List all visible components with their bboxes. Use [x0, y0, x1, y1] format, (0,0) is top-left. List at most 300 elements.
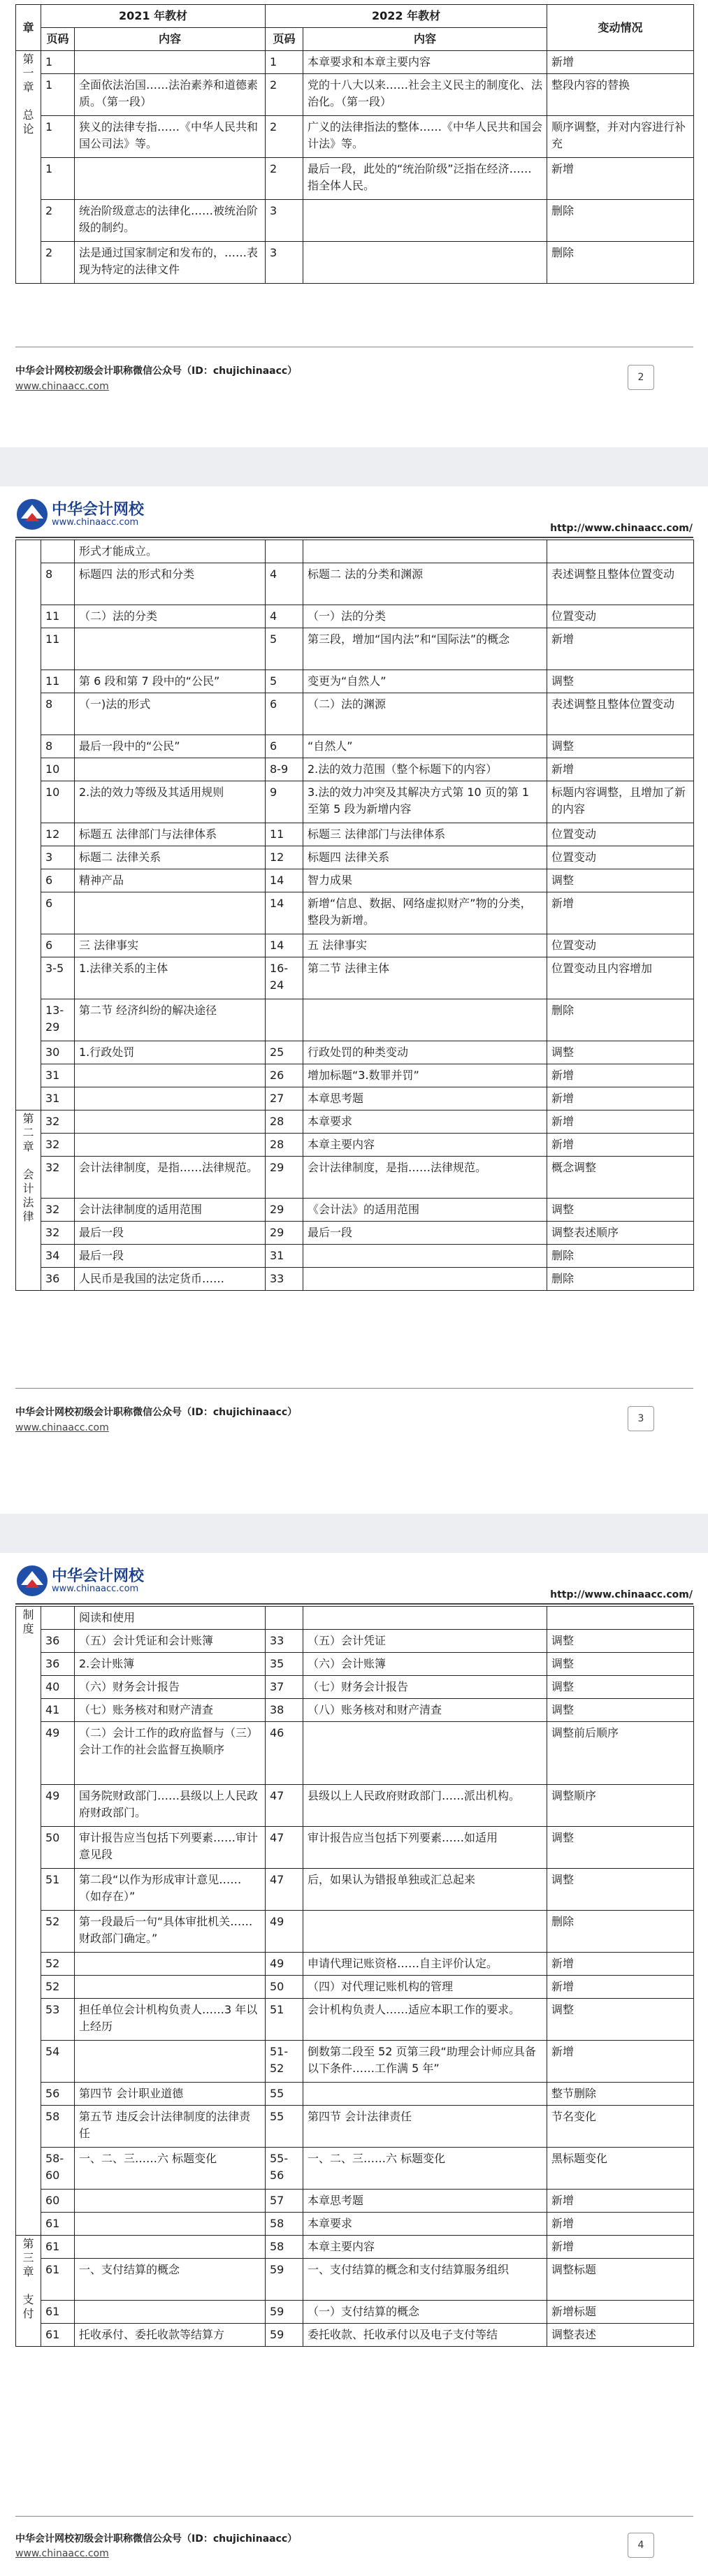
content-2021-cell: 最后一段中的“公民”	[75, 735, 266, 758]
page-2021-cell: 61	[41, 2324, 75, 2347]
content-2022-cell	[303, 1607, 547, 1630]
page-2021-cell: 32	[41, 1134, 75, 1157]
page-2022-cell: 58	[266, 2236, 303, 2259]
chapter-char: 一	[22, 66, 34, 80]
change-cell: 调整	[547, 735, 694, 758]
content-2022-cell: 委托收款、托收承付以及电子支付等结	[303, 2324, 547, 2347]
page-number: 4	[628, 2533, 654, 2558]
content-2022-cell: （六）会计账簿	[303, 1653, 547, 1676]
page-2021-cell: 1	[41, 116, 75, 158]
content-2022-cell	[303, 540, 547, 563]
change-cell: 调整	[547, 1676, 694, 1699]
table-row	[16, 670, 694, 693]
page-2022-cell: 29	[266, 1222, 303, 1245]
content-2021-cell: 形式才能成立。	[75, 540, 266, 563]
table-row	[16, 242, 694, 284]
page-2022-cell: 47	[266, 1869, 303, 1911]
header-page-2022: 页码	[266, 28, 303, 51]
page-2021-cell	[41, 540, 75, 563]
change-cell: 新增	[547, 1953, 694, 1976]
page-2021-cell: 51	[41, 1869, 75, 1911]
content-2022-cell: （七）财务会计报告	[303, 1676, 547, 1699]
chapter-cell	[16, 2236, 41, 2347]
page-2021-cell: 61	[41, 2259, 75, 2301]
change-cell: 调整表述	[547, 2324, 694, 2347]
page-2022-cell: 33	[266, 1630, 303, 1653]
table-row	[16, 1722, 694, 1785]
chapter-char: 法	[22, 1196, 34, 1209]
change-cell: 调整前后顺序	[547, 1722, 694, 1785]
page-2022-cell: 55	[266, 2106, 303, 2148]
page-2021-cell: 2	[41, 200, 75, 242]
site-url[interactable]: http://www.chinaacc.com/	[550, 1589, 693, 1600]
page-2022-cell: 14	[266, 892, 303, 934]
page-2022-cell: 59	[266, 2259, 303, 2301]
content-2021-cell: 最后一段	[75, 1222, 266, 1245]
content-2021-cell	[75, 51, 266, 74]
page-2022-cell: 28	[266, 1134, 303, 1157]
page-2022-cell: 57	[266, 2190, 303, 2213]
table-row	[16, 693, 694, 735]
footer-title: 中华会计网校初级会计职称微信公众号（ID：chujichinaacc）	[15, 366, 298, 377]
page-2021-cell: 61	[41, 2301, 75, 2324]
page-2021-cell: 8	[41, 563, 75, 605]
page-2022-cell: 49	[266, 1911, 303, 1953]
header-page-2021: 页码	[41, 28, 75, 51]
change-cell: 节名变化	[547, 2106, 694, 2148]
change-cell: 新增标题	[547, 2301, 694, 2324]
content-2022-cell: 一、支付结算的概念和支付结算服务组织	[303, 2259, 547, 2301]
content-2022-cell: “自然人”	[303, 735, 547, 758]
change-cell: 删除	[547, 999, 694, 1041]
page-2022-cell	[266, 1607, 303, 1630]
change-cell: 标题内容调整，且增加了新的内容	[547, 781, 694, 823]
content-2022-cell: 标题四 法律关系	[303, 846, 547, 869]
change-cell: 调整标题	[547, 2259, 694, 2301]
page-2021-cell: 56	[41, 2083, 75, 2106]
content-2022-cell: 智力成果	[303, 869, 547, 892]
content-2021-cell: 第四节 会计职业道德	[75, 2083, 266, 2106]
change-cell: 调整	[547, 869, 694, 892]
page-2	[0, 0, 708, 447]
table-row	[16, 1653, 694, 1676]
table-row	[16, 540, 694, 563]
page-2022-cell: 35	[266, 1653, 303, 1676]
content-2021-cell: 最后一段	[75, 1245, 266, 1268]
content-2022-cell: 五 法律事实	[303, 934, 547, 957]
content-2022-cell: （八）账务核对和财产清查	[303, 1699, 547, 1722]
content-2021-cell: 第一段最后一句“具体审批机关……财政部门确定。”	[75, 1911, 266, 1953]
content-2022-cell: 第二节 法律主体	[303, 957, 547, 999]
page-2021-cell: 53	[41, 1999, 75, 2041]
page-2022-cell: 12	[266, 846, 303, 869]
page-2022-cell: 26	[266, 1064, 303, 1087]
chinaacc-logo-icon	[15, 498, 49, 531]
table-row	[16, 1785, 694, 1827]
page-2021-cell: 8	[41, 693, 75, 735]
page-2022-cell: 29	[266, 1199, 303, 1222]
content-2022-cell: （四）对代理记账机构的管理	[303, 1976, 547, 1999]
logo-text-cn: 中华会计网校	[52, 501, 145, 519]
table-row	[16, 2041, 694, 2083]
content-2022-cell: 一、二、三……六 标题变化	[303, 2148, 547, 2190]
change-cell: 新增	[547, 2190, 694, 2213]
page-2022-cell: 2	[266, 116, 303, 158]
table-row	[16, 1064, 694, 1087]
table-row	[16, 735, 694, 758]
header-divider	[15, 537, 693, 538]
page-2022-cell: 2	[266, 158, 303, 200]
table-row	[16, 999, 694, 1041]
change-cell: 新增	[547, 2236, 694, 2259]
logo-text-en: www.chinaacc.com	[52, 517, 139, 528]
content-2021-cell: 一、二、三……六 标题变化	[75, 2148, 266, 2190]
footer-divider	[15, 2516, 693, 2517]
change-cell: 位置变动且内容增加	[547, 957, 694, 999]
chapter-cell	[16, 1607, 41, 2236]
table-row	[16, 1976, 694, 1999]
content-2021-cell: （二）法的分类	[75, 605, 266, 628]
table-row	[16, 1607, 694, 1630]
change-cell: 调整顺序	[547, 1785, 694, 1827]
change-cell: 整节删除	[547, 2083, 694, 2106]
page-gap	[0, 447, 708, 486]
table-row	[16, 605, 694, 628]
page-2022-cell: 58	[266, 2213, 303, 2236]
table-row	[16, 2083, 694, 2106]
content-2022-cell: （五）会计凭证	[303, 1630, 547, 1653]
chapter-char: 第	[22, 2237, 34, 2250]
content-2022-cell: 《会计法》的适用范围	[303, 1199, 547, 1222]
table-row	[16, 1087, 694, 1110]
content-2021-cell: 1.法律关系的主体	[75, 957, 266, 999]
change-cell: 新增	[547, 628, 694, 670]
table-row	[16, 628, 694, 670]
page-2021-cell: 11	[41, 628, 75, 670]
page-2022-cell: 5	[266, 628, 303, 670]
page-number: 2	[628, 365, 654, 390]
content-2021-cell	[75, 1976, 266, 1999]
table-body	[16, 51, 694, 284]
chapter-char	[17, 1154, 39, 1168]
page-2022-cell	[266, 540, 303, 563]
content-2022-cell: 本章主要内容	[303, 2236, 547, 2259]
table-row	[16, 1953, 694, 1976]
content-2021-cell: 审计报告应当包括下列要素……审计意见段	[75, 1827, 266, 1869]
content-2021-cell	[75, 2190, 266, 2213]
change-cell: 新增	[547, 1087, 694, 1110]
content-2022-cell: 3.法的效力冲突及其解决方式第 10 页的第 1 至第 5 段为新增内容	[303, 781, 547, 823]
content-2022-cell: 后，如果认为错报单独或汇总起来	[303, 1869, 547, 1911]
change-cell: 新增	[547, 51, 694, 74]
content-2022-cell	[303, 999, 547, 1041]
content-2022-cell: 本章主要内容	[303, 1134, 547, 1157]
page-2022-cell: 28	[266, 1110, 303, 1134]
page-2022-cell: 16-24	[266, 957, 303, 999]
footer-divider	[15, 1388, 693, 1389]
page-2022-cell: 2	[266, 74, 303, 116]
content-2022-cell: 第四节 会计法律责任	[303, 2106, 547, 2148]
table-body	[16, 540, 694, 1291]
change-cell: 调整	[547, 1041, 694, 1064]
content-2022-cell	[303, 2083, 547, 2106]
page-2021-cell: 1	[41, 74, 75, 116]
content-2021-cell: 托收承付、委托收款等结算方	[75, 2324, 266, 2347]
change-cell: 新增	[547, 1064, 694, 1087]
page-2022-cell: 6	[266, 693, 303, 735]
content-2021-cell: 担任单位会计机构负责人……3 年以上经历	[75, 1999, 266, 2041]
page-2022-cell: 14	[266, 869, 303, 892]
table-row	[16, 869, 694, 892]
page-2021-cell: 13-29	[41, 999, 75, 1041]
page-2022-cell	[266, 999, 303, 1041]
comparison-table-page-4	[15, 1606, 694, 2347]
page-2021-cell: 6	[41, 869, 75, 892]
footer-url[interactable]: www.chinaacc.com	[15, 1422, 109, 1433]
page-2022-cell: 4	[266, 563, 303, 605]
content-2021-cell	[75, 2041, 266, 2083]
table-row	[16, 1245, 694, 1268]
change-cell: 调整	[547, 1827, 694, 1869]
change-cell: 黑标题变化	[547, 2148, 694, 2190]
change-cell: 表述调整且整体位置变动	[547, 693, 694, 735]
content-2022-cell: 广义的法律指法的整体……《中华人民共和国会计法》等。	[303, 116, 547, 158]
page-2022-cell: 55	[266, 2083, 303, 2106]
content-2021-cell	[75, 1953, 266, 1976]
page-2021-cell: 36	[41, 1268, 75, 1291]
content-2021-cell: 狭义的法律专指……《中华人民共和国公司法》等。	[75, 116, 266, 158]
chapter-char: 章	[22, 2265, 34, 2278]
chapter-cell	[16, 1110, 41, 1291]
page-2021-cell: 34	[41, 1245, 75, 1268]
content-2021-cell: 第二段“以作为形成审计意见……（如存在）”	[75, 1869, 266, 1911]
comparison-table-page-3	[15, 540, 694, 1291]
chapter-cell	[16, 51, 41, 284]
page-2022-cell: 47	[266, 1827, 303, 1869]
page-2022-cell: 37	[266, 1676, 303, 1699]
brand-logo	[15, 495, 162, 534]
content-2022-cell: （二）法的渊源	[303, 693, 547, 735]
chapter-char: 二	[22, 1126, 34, 1139]
change-cell: 新增	[547, 758, 694, 781]
content-2021-cell: 1.行政处罚	[75, 1041, 266, 1064]
page-2021-cell: 41	[41, 1699, 75, 1722]
change-cell: 调整	[547, 1869, 694, 1911]
page-2021-cell	[41, 1607, 75, 1630]
content-2021-cell	[75, 1087, 266, 1110]
table-row	[16, 1630, 694, 1653]
change-cell: 调整	[547, 1199, 694, 1222]
content-2021-cell: 全面依法治国……法治素养和道德素质。（第一段）	[75, 74, 266, 116]
page-2022-cell: 29	[266, 1157, 303, 1199]
table-row	[16, 823, 694, 846]
content-2021-cell: 2.会计账簿	[75, 1653, 266, 1676]
page-2021-cell: 36	[41, 1630, 75, 1653]
page-2021-cell: 10	[41, 758, 75, 781]
header-divider	[15, 1603, 693, 1605]
table-row	[16, 892, 694, 934]
content-2021-cell: 人民币是我国的法定货币……	[75, 1268, 266, 1291]
table-row	[16, 1827, 694, 1869]
table-body	[16, 1607, 694, 2347]
page-4	[0, 1553, 708, 2576]
table-row	[16, 1699, 694, 1722]
change-cell: 新增	[547, 1976, 694, 1999]
table-row	[16, 2106, 694, 2148]
page-2021-cell: 12	[41, 823, 75, 846]
content-2021-cell: 第 6 段和第 7 段中的“公民”	[75, 670, 266, 693]
page-2021-cell: 61	[41, 2213, 75, 2236]
content-2021-cell: （二）会计工作的政府监督与（三）会计工作的社会监督互换顺序	[75, 1722, 266, 1785]
chapter-cell	[16, 540, 41, 1110]
change-cell	[547, 540, 694, 563]
content-2021-cell: （一)法的形式	[75, 693, 266, 735]
change-cell: 删除	[547, 200, 694, 242]
page-2022-cell: 49	[266, 1953, 303, 1976]
change-cell: 新增	[547, 2041, 694, 2083]
content-2021-cell: （七）账务核对和财产清查	[75, 1699, 266, 1722]
table-row	[16, 1222, 694, 1245]
chapter-char: 付	[22, 2307, 34, 2320]
page-2021-cell: 61	[41, 2236, 75, 2259]
content-2021-cell: 会计法律制度，是指……法律规范。	[75, 1157, 266, 1199]
table-row	[16, 957, 694, 999]
page-2021-cell: 32	[41, 1199, 75, 1222]
table-row	[16, 1157, 694, 1199]
table-row	[16, 1869, 694, 1911]
content-2022-cell: 变更为“自然人”	[303, 670, 547, 693]
change-cell: 删除	[547, 242, 694, 284]
table-row	[16, 2324, 694, 2347]
content-2022-cell: 第三段，增加“国内法”和“国际法”的概念	[303, 628, 547, 670]
table-row	[16, 1911, 694, 1953]
page-2022-cell: 50	[266, 1976, 303, 1999]
chapter-char: 计	[22, 1182, 34, 1195]
page-2022-cell: 51-52	[266, 2041, 303, 2083]
content-2021-cell: 标题四 法的形式和分类	[75, 563, 266, 605]
content-2022-cell	[303, 1911, 547, 1953]
content-2021-cell	[75, 2213, 266, 2236]
content-2021-cell: 标题二 法律关系	[75, 846, 266, 869]
content-2021-cell: 第五节 违反会计法律制度的法律责任	[75, 2106, 266, 2148]
chapter-char: 三	[22, 2251, 34, 2264]
content-2022-cell: 会计法律制度，是指……法律规范。	[303, 1157, 547, 1199]
content-2022-cell: 本章要求	[303, 2213, 547, 2236]
page-2021-cell: 52	[41, 1911, 75, 1953]
page-2021-cell: 3-5	[41, 957, 75, 999]
page-2021-cell: 32	[41, 1157, 75, 1199]
content-2022-cell: 本章思考题	[303, 1087, 547, 1110]
page-2021-cell: 58	[41, 2106, 75, 2148]
page-2022-cell: 47	[266, 1785, 303, 1827]
content-2022-cell	[303, 1268, 547, 1291]
change-cell: 调整	[547, 1999, 694, 2041]
content-2021-cell	[75, 1134, 266, 1157]
page-2022-cell: 33	[266, 1268, 303, 1291]
table-row	[16, 1199, 694, 1222]
chapter-char: 第	[22, 1112, 34, 1125]
chapter-char: 章	[22, 1140, 34, 1153]
content-2022-cell: 本章思考题	[303, 2190, 547, 2213]
page-2022-cell: 11	[266, 823, 303, 846]
footer-title: 中华会计网校初级会计职称微信公众号（ID：chujichinaacc）	[15, 2533, 298, 2545]
page-2021-cell: 32	[41, 1110, 75, 1134]
page-2021-cell: 11	[41, 670, 75, 693]
content-2021-cell: 三 法律事实	[75, 934, 266, 957]
table-row	[16, 51, 694, 74]
change-cell: 新增	[547, 1134, 694, 1157]
chapter-char: 律	[22, 1210, 34, 1223]
change-cell: 新增	[547, 2213, 694, 2236]
page-2021-cell: 1	[41, 51, 75, 74]
content-2022-cell: 倒数第二段至 52 页第三段“助理会计师应具备以下条件……工作满 5 年”	[303, 2041, 547, 2083]
page-2022-cell: 31	[266, 1245, 303, 1268]
change-cell: 调整	[547, 1653, 694, 1676]
content-2021-cell	[75, 892, 266, 934]
content-2022-cell: 标题三 法律部门与法律体系	[303, 823, 547, 846]
header-change: 变动情况	[547, 5, 694, 51]
table-row	[16, 2259, 694, 2301]
content-2021-cell: 标题五 法律部门与法律体系	[75, 823, 266, 846]
page-2021-cell: 36	[41, 1653, 75, 1676]
header-chapter: 章	[16, 5, 41, 51]
chapter-char: 第	[22, 52, 34, 66]
footer-url[interactable]: www.chinaacc.com	[15, 381, 109, 392]
page-2022-cell: 1	[266, 51, 303, 74]
chapter-char	[17, 94, 39, 108]
content-2021-cell	[75, 2301, 266, 2324]
footer-title: 中华会计网校初级会计职称微信公众号（ID：chujichinaacc）	[15, 1407, 298, 1418]
content-2022-cell: 本章要求	[303, 1110, 547, 1134]
content-2022-cell: 县级以上人民政府财政部门……派出机构。	[303, 1785, 547, 1827]
page-2021-cell: 54	[41, 2041, 75, 2083]
footer-url[interactable]: www.chinaacc.com	[15, 2548, 109, 2559]
page-2021-cell: 52	[41, 1953, 75, 1976]
content-2022-cell: 党的十八大以来……社会主义民主的制度化、法治化。（第一段）	[303, 74, 547, 116]
logo-text-en: www.chinaacc.com	[52, 1584, 139, 1594]
page-2022-cell: 6	[266, 735, 303, 758]
chapter-char: 制	[22, 1608, 34, 1621]
page-2021-cell: 3	[41, 846, 75, 869]
table-row	[16, 74, 694, 116]
change-cell	[547, 1607, 694, 1630]
content-2021-cell: （五）会计凭证和会计账簿	[75, 1630, 266, 1653]
change-cell: 调整表述顺序	[547, 1222, 694, 1245]
page-2022-cell: 51	[266, 1999, 303, 2041]
page-2021-cell: 30	[41, 1041, 75, 1064]
page-2021-cell: 32	[41, 1222, 75, 1245]
page-2022-cell: 27	[266, 1087, 303, 1110]
content-2021-cell: 国务院财政部门……县级以上人民政府财政部门。	[75, 1785, 266, 1827]
table-row	[16, 158, 694, 200]
content-2022-cell: 申请代理记账资格……自主评价认定。	[303, 1953, 547, 1976]
page-2021-cell: 2	[41, 242, 75, 284]
page-2022-cell: 3	[266, 242, 303, 284]
page-2021-cell: 10	[41, 781, 75, 823]
page-2021-cell: 49	[41, 1722, 75, 1785]
page-2021-cell: 49	[41, 1785, 75, 1827]
change-cell: 新增	[547, 1110, 694, 1134]
content-2021-cell	[75, 1064, 266, 1087]
content-2022-cell: 标题二 法的分类和渊源	[303, 563, 547, 605]
page-2022-cell: 25	[266, 1041, 303, 1064]
content-2021-cell	[75, 158, 266, 200]
change-cell: 位置变动	[547, 934, 694, 957]
table-row	[16, 2301, 694, 2324]
site-url[interactable]: http://www.chinaacc.com/	[550, 523, 693, 534]
table-row	[16, 116, 694, 158]
content-2021-cell: （六）财务会计报告	[75, 1676, 266, 1699]
